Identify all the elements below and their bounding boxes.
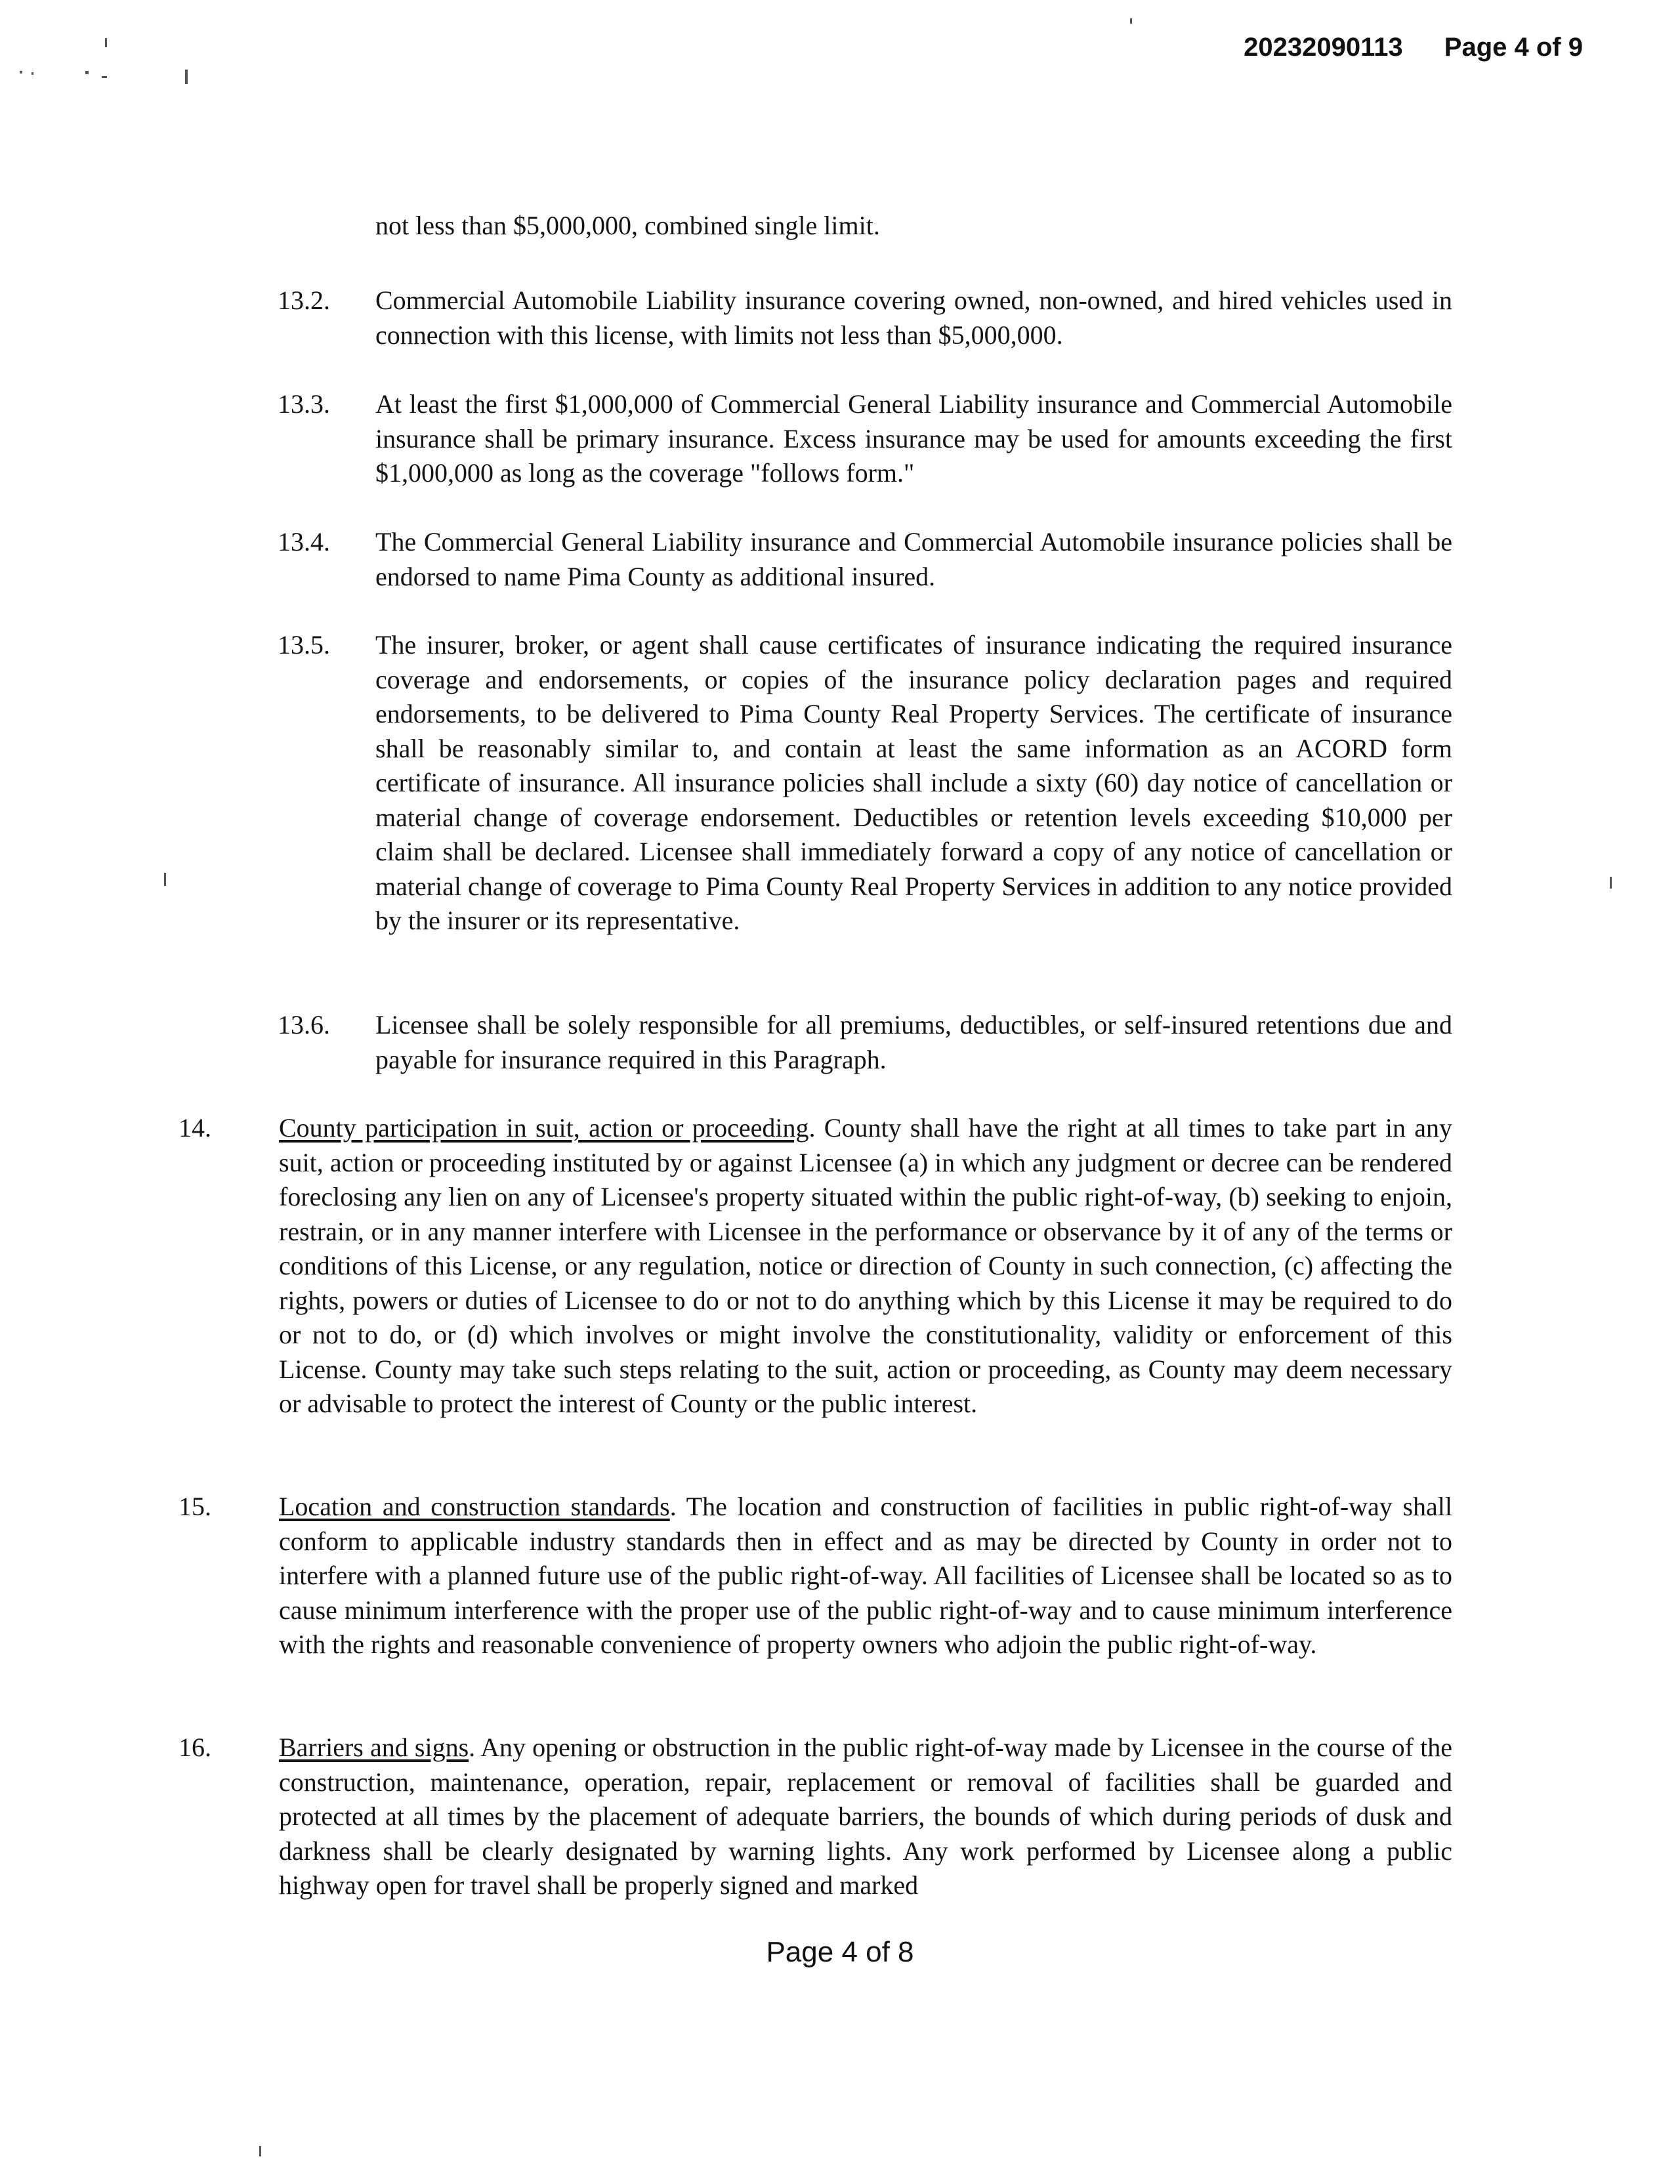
scan-speck <box>185 70 188 84</box>
clause-body <box>279 1490 1452 1662</box>
clause-text: . The location and construction of facilities in public right-of-way shall conform to applicable industry standards then in effect and as may be directed by County in order not to interfere with a planned future use of the public right-of-way. All facilities of Licensee shall be located so as to cause minimum interference with the proper use of the public right-of-way and to cause minimum interference with the rights and reasonable convenience of property owners who adjoin the public right-of-way. <box>279 1492 1453 1659</box>
subclause-13-4 <box>278 525 1452 594</box>
scan-speck <box>32 72 33 75</box>
scan-speck <box>105 38 107 47</box>
clause-number: 15. <box>178 1492 211 1521</box>
subclause-text: Commercial Automobile Liability insurance covering owned, non-owned, and hired vehicles used in connection with this license, with limits not less than $5,000,000. <box>375 285 1452 350</box>
scan-speck <box>85 71 89 74</box>
subclause-number: 13.3. <box>278 389 330 419</box>
subclause-text: Licensee shall be solely responsible for all premiums, deductibles, or self-insured retentions due and payable for insurance required in this Paragraph. <box>375 1010 1452 1074</box>
scan-speck <box>1610 877 1612 889</box>
subclause-13-3 <box>278 387 1452 491</box>
clause-heading: County participation in suit, action or proceeding <box>279 1113 809 1143</box>
scan-speck <box>102 76 107 78</box>
clause-16 <box>178 1731 1452 1903</box>
subclause-text: The Commercial General Liability insurance and Commercial Automobile insurance policies shall be endorsed to name Pima County as additional insured. <box>375 527 1452 591</box>
clause-heading: Barriers and signs <box>279 1732 469 1762</box>
clause-text: . County shall have the right at all times to take part in any suit, action or proceeding instituted by or against Licensee (a) in which any judgment or decree can be rendered foreclosing any lien on any of Licensee's property situated within the public right-of-way, (b) seeking to enjoin, restrain, or in any manner interfere with Licensee in the performance or observance by it of any of the terms or conditions of this License, or any regulation, notice or direction of County in such connection, (c) affecting the rights, powers or duties of Licensee to do or not to do anything which by this License it may be required to do or not to do, or (d) which involves or might involve the constitutionality, validity or enforcement of this License. County may take such steps relating to the suit, action or proceeding, as County may deem necessary or advisable to protect the interest of County or the public interest. <box>279 1113 1452 1418</box>
header-page-label: Page 4 of 9 <box>1444 33 1583 62</box>
subclause-text: At least the first $1,000,000 of Commercial General Liability insurance and Commercial Automobile insurance shall be primary insurance. Excess insurance may be used for amounts exceeding the first $1,000,000 as long as the coverage "follows form." <box>375 389 1452 488</box>
subclause-number: 13.2. <box>278 285 330 315</box>
clause-text: . Any opening or obstruction in the public right-of-way made by Licensee in the course of the construction, maintenance, operation, repair, replacement or removal of facilities shall be guarded and protected at all times by the placement of adequate barriers, the bounds of which during periods of dusk and darkness shall be clearly designated by warning lights. Any work performed by Licensee along a public highway open for travel shall be properly signed and marked <box>279 1732 1452 1900</box>
continuation-text: not less than $5,000,000, combined single limit. <box>375 211 880 240</box>
clause-body <box>279 1111 1452 1421</box>
clause-number: 16. <box>178 1732 211 1762</box>
clause-number: 14. <box>178 1113 211 1143</box>
clause-body <box>279 1731 1452 1903</box>
clause-heading: Location and construction standards <box>279 1492 670 1521</box>
clause-14 <box>178 1111 1452 1421</box>
subclause-number: 13.4. <box>278 527 330 556</box>
clause-15 <box>178 1490 1452 1662</box>
subclause-text: The insurer, broker, or agent shall cause certificates of insurance indicating the required insurance coverage and endorsements, or copies of the insurance policy declaration pages and required endorsements, to be delivered to Pima County Real Property Services. The certificate of insurance shall be reasonably similar to, and contain at least the same information as an ACORD form certificate of insurance. All insurance policies shall include a sixty (60) day notice of cancellation or material change of coverage endorsement. Deductibles or retention levels exceeding $10,000 per claim shall be declared. Licensee shall immediately forward a copy of any notice of cancellation or material change of coverage to Pima County Real Property Services in addition to any notice provided by the insurer or its representative. <box>375 630 1452 935</box>
subclause-number: 13.6. <box>278 1010 330 1040</box>
scan-speck <box>259 2146 261 2156</box>
scan-speck <box>1130 18 1132 24</box>
scan-speck <box>164 873 166 886</box>
document-header <box>1244 33 1583 62</box>
scan-speck <box>20 71 22 74</box>
subclause-13-6 <box>278 1008 1452 1077</box>
page-footer: Page 4 of 8 <box>766 1936 914 1968</box>
document-number: 20232090113 <box>1244 33 1403 62</box>
subclause-13-2 <box>278 284 1452 352</box>
subclause-number: 13.5. <box>278 630 330 660</box>
subclause-13-5 <box>278 628 1452 938</box>
